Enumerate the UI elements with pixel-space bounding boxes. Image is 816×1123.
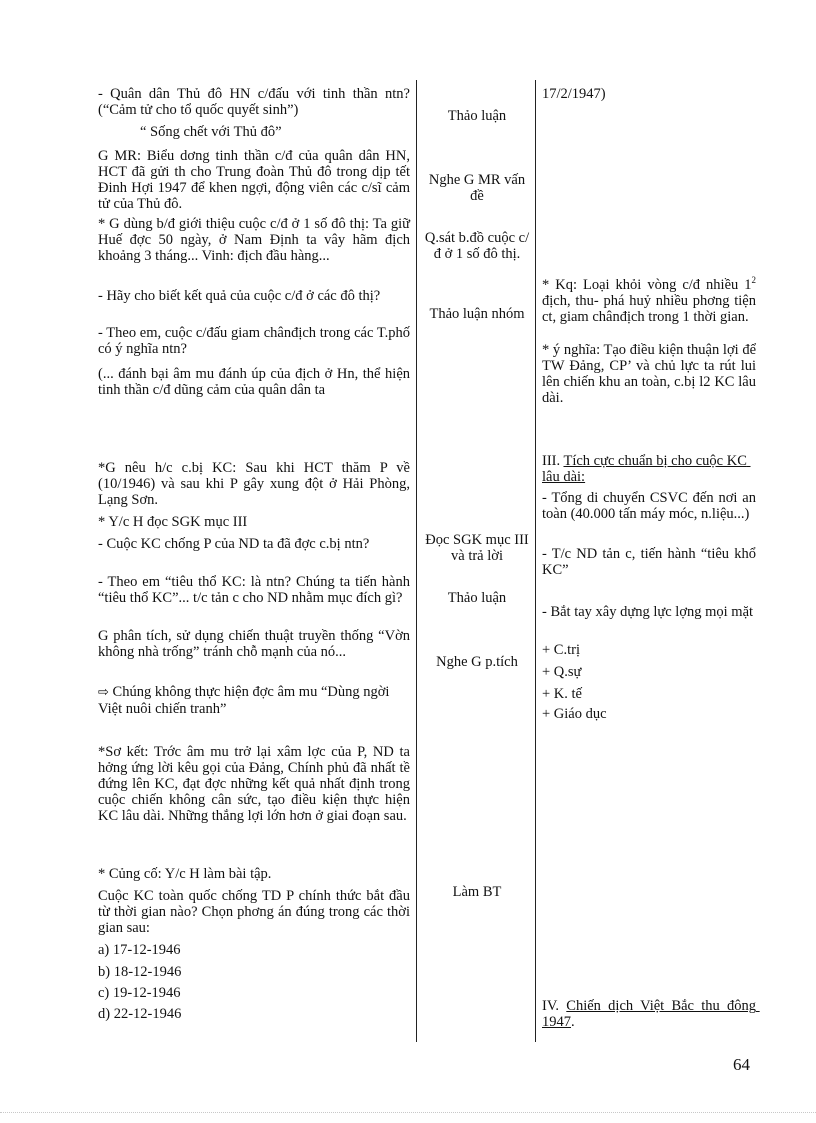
activity-label: Thảo luận nhóm [429, 306, 525, 322]
paragraph: “ Sống chết với Thủ đô” [140, 124, 282, 140]
activity-label: Nghe G MR vấn đề [428, 172, 529, 204]
list-item: + C.trị [542, 642, 580, 658]
answer-option: d) 22-12-1946 [98, 1006, 182, 1022]
answer-option: c) 19-12-1946 [98, 985, 181, 1001]
paragraph: * ý nghĩa: Tạo điều kiện thuận lợi để TW Đảng, CP’ và chủ lực ta rút lui lên chiến khu an toàn, c.bị l2 KC lâu dài. [542, 342, 760, 406]
paragraph: ⇨ Chúng không thực hiện đợc âm mu “Dùng ngời Việt nuôi chiến tranh” [98, 684, 393, 717]
activity-label: Đọc SGK mục III và trả lời [425, 532, 533, 564]
list-item: + Q.sự [542, 664, 582, 680]
list-item: + K. tế [542, 686, 582, 702]
footer-divider [0, 1112, 816, 1113]
paragraph: - Theo em “tiêu thổ KC: là ntn? Chúng ta tiến hành “tiêu thổ KC”... t/c tản c cho ND nhằm mục đích gì? [98, 574, 414, 606]
paragraph: - Hãy cho biết kết quả của cuộc c/đ ở các đô thị? [98, 288, 381, 304]
activity-label: Q.sát b.đồ cuộc c/đ ở 1 số đô thị. [424, 230, 530, 262]
paragraph: - Cuộc KC chống P của ND ta đã đợc c.bị ntn? [98, 536, 370, 552]
paragraph: - Bắt tay xây dựng lực lợng mọi mặt [542, 604, 754, 620]
paragraph: Cuộc KC toàn quốc chống TD P chính thức bắt đầu từ thời gian nào? Chọn phơng án đúng trong các thời gian sau: [98, 888, 414, 936]
paragraph: - T/c ND tản c, tiến hành “tiêu khổ KC” [542, 546, 760, 578]
activity-label: Thảo luận [447, 590, 507, 606]
column-divider-1 [416, 80, 417, 1042]
list-item: + Giáo dục [542, 706, 607, 722]
activity-label: Nghe G p.tích [436, 654, 518, 670]
paragraph: (... đánh bại âm mu đánh úp của địch ở Hn, thể hiện tinh thần c/đ dũng cảm của quân dân ta [98, 366, 414, 398]
page-number: 64 [733, 1055, 750, 1074]
section-heading-4: IV. Chiến dịch Việt Bắc thu đông 1947. [542, 998, 760, 1030]
column-divider-2 [535, 80, 536, 1042]
answer-option: a) 17-12-1946 [98, 942, 181, 958]
paragraph: 17/2/1947) [542, 86, 606, 102]
paragraph: * Củng cố: Y/c H làm bài tập. [98, 866, 272, 882]
paragraph: - Theo em, cuộc c/đấu giam chânđịch trong các T.phố có ý nghĩa ntn? [98, 325, 414, 357]
paragraph: G phân tích, sử dụng chiến thuật truyền thống “Vờn không nhà trống” tránh chỗ mạnh của nó... [98, 628, 414, 660]
paragraph: *Sơ kết: Trớc âm mu trở lại xâm lợc của P, ND ta hởng ứng lời kêu gọi của Đảng, Chính phủ đã nhất tề đứng lên KC, đạt đợc những kết quả nhất định trong cuộc chiến không cân sức, tạo điều kiện thực hiện KC lâu dài. Những thắng lợi lớn hơn ở giai đoạn sau. [98, 744, 414, 824]
paragraph: * G dùng b/đ giới thiệu cuộc c/đ ở 1 số đô thị: Ta giữ Huế đợc 50 ngày, ở Nam Định ta vây hãm địch khoảng 3 tháng... Vinh: địch đầu hàng... [98, 216, 414, 264]
activity-label: Làm BT [452, 884, 502, 900]
activity-label: Thảo luận [447, 108, 507, 124]
answer-option: b) 18-12-1946 [98, 964, 182, 980]
paragraph: *G nêu h/c c.bị KC: Sau khi HCT thăm P về (10/1946) và sau khi P gây xung đột ở Hải Phòng, Lạng Sơn. [98, 460, 414, 508]
section-heading-3: III. Tích cực chuẩn bị cho cuộc KC lâu dài: [542, 453, 751, 485]
paragraph: G MR: Biểu dơng tinh thần c/đ của quân dân HN, HCT đã gửi th cho Trung đoàn Thủ đô trong dịp tết Đinh Hợi 1947 để khen ngợi, động viên các c/sĩ cảm tử của Thủ đô. [98, 148, 414, 212]
right-arrow-icon: ⇨ [98, 685, 109, 700]
paragraph: * Kq: Loại khỏi vòng c/đ nhiều $1^2$ địch, thu- phá huỷ nhiều phơng tiện ct, giam chânđịch trong 1 thời gian. [542, 275, 760, 325]
paragraph: * Y/c H đọc SGK mục III [98, 514, 248, 530]
paragraph: - Quân dân Thủ đô HN c/đấu với tinh thần ntn? (“Cảm tử cho tổ quốc quyết sinh”) [98, 86, 414, 118]
paragraph: - Tổng di chuyển CSVC đến nơi an toàn (40.000 tấn máy móc, n.liệu...) [542, 490, 760, 522]
